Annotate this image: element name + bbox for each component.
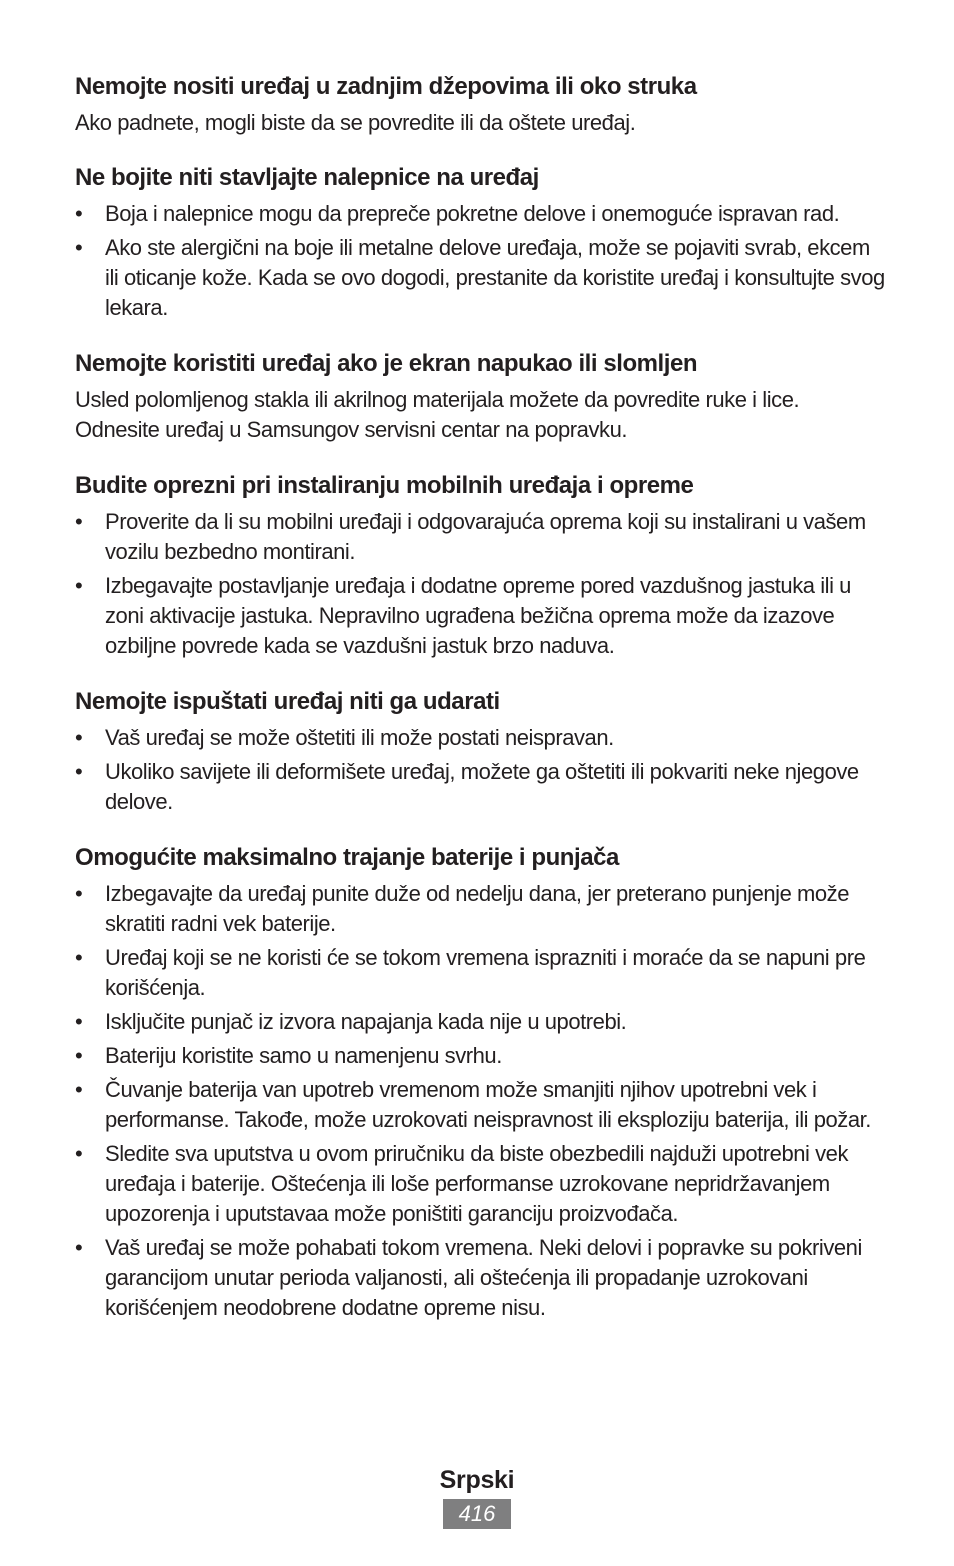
- list-item: [75, 1233, 885, 1323]
- section-heading: Ne bojite niti stavljajte nalepnice na uređaj: [75, 164, 539, 191]
- list-item-text: Boja i nalepnice mogu da prepreče pokretne delove i onemoguće ispravan rad.: [105, 201, 840, 226]
- list-item: [75, 199, 885, 229]
- section-heading: Omogućite maksimalno trajanje baterije i punjača: [75, 844, 619, 871]
- bullet-icon: •: [75, 725, 83, 750]
- list-item-text: Čuvanje baterija van upotreb vremenom može smanjiti njihov upotrebni vek i performanse. Takođe, može uzrokovati neispravnost ili eksploziju baterija, ili požar.: [105, 1077, 871, 1132]
- list-item-text: Sledite sva uputstva u ovom priručniku da biste obezbedili najduži upotrebni vek uređaja i baterije. Oštećenja ili loše performanse uzrokovane nepridržavanjem upozorenja i uputstavaa može poništiti garanciju proizvođača.: [105, 1141, 849, 1226]
- section-no-drop: [75, 687, 885, 817]
- section-heading: Nemojte koristiti uređaj ako je ekran napukao ili slomljen: [75, 350, 698, 377]
- section-cracked-screen: [75, 349, 885, 445]
- section-paragraph: Usled polomljenog stakla ili akrilnog materijala možete da povredite ruke i lice. Odnesite uređaj u Samsungov servisni centar na popravku.: [75, 387, 800, 442]
- list-item: [75, 1007, 885, 1037]
- bullet-icon: •: [75, 1077, 83, 1102]
- list-item-text: Ako ste alergični na boje ili metalne delove uređaja, može se pojaviti svrab, ekcem ili oticanje kože. Kada se ovo dogodi, prestanite da koristite uređaj i konsultujte svog lekara.: [105, 235, 885, 320]
- list-item: [75, 571, 885, 661]
- bullet-icon: •: [75, 881, 83, 906]
- list-item-text: Vaš uređaj se može oštetiti ili može postati neispravan.: [105, 725, 614, 750]
- section-battery-life: [75, 843, 885, 1323]
- bullet-icon: •: [75, 201, 83, 226]
- bullet-list: [75, 507, 885, 661]
- bullet-icon: •: [75, 1235, 83, 1260]
- footer-language-label: Srpski: [439, 1466, 515, 1494]
- list-item-text: Izbegavajte da uređaj punite duže od nedelju dana, jer preterano punjenje može skratiti radni vek baterije.: [105, 881, 850, 936]
- bullet-icon: •: [75, 573, 83, 598]
- bullet-icon: •: [75, 1009, 83, 1034]
- section-paragraph: Ako padnete, mogli biste da se povredite ili da oštete uređaj.: [75, 110, 636, 135]
- bullet-icon: •: [75, 235, 83, 260]
- list-item: [75, 233, 885, 323]
- list-item-text: Proverite da li su mobilni uređaji i odgovarajuća oprema koji su instalirani u vašem vozilu bezbedno montirani.: [105, 509, 866, 564]
- list-item-text: Bateriju koristite samo u namenjenu svrhu.: [105, 1043, 502, 1068]
- bullet-icon: •: [75, 945, 83, 970]
- bullet-icon: •: [75, 1141, 83, 1166]
- section-heading: Budite oprezni pri instaliranju mobilnih uređaja i opreme: [75, 472, 694, 499]
- list-item: [75, 757, 885, 817]
- section-no-back-pocket: [75, 72, 885, 138]
- list-item: [75, 1075, 885, 1135]
- list-item: [75, 1041, 885, 1071]
- list-item: [75, 507, 885, 567]
- section-no-paint-stickers: [75, 163, 885, 323]
- section-heading: Nemojte nositi uređaj u zadnjim džepovima ili oko struka: [75, 73, 697, 100]
- list-item-text: Isključite punjač iz izvora napajanja kada nije u upotrebi.: [105, 1009, 627, 1034]
- bullet-icon: •: [75, 1043, 83, 1068]
- section-vehicle-install: [75, 471, 885, 661]
- list-item-text: Ukoliko savijete ili deformišete uređaj, možete ga oštetiti ili pokvariti neke njegove delove.: [105, 759, 859, 814]
- list-item: [75, 879, 885, 939]
- page-footer: [0, 1463, 954, 1529]
- bullet-list: [75, 199, 885, 323]
- bullet-list: [75, 879, 885, 1323]
- list-item-text: Uređaj koji se ne koristi će se tokom vremena isprazniti i moraće da se napuni pre korišćenja.: [105, 945, 866, 1000]
- bullet-icon: •: [75, 509, 83, 534]
- section-heading: Nemojte ispuštati uređaj niti ga udarati: [75, 688, 500, 715]
- page-number-badge: 416: [443, 1499, 511, 1529]
- list-item-text: Vaš uređaj se može pohabati tokom vremena. Neki delovi i popravke su pokriveni garancijom unutar perioda valjanosti, ali oštećenja ili propadanje uzrokovani korišćenjem neodobrene dodatne opreme nisu.: [105, 1235, 862, 1320]
- list-item: [75, 723, 885, 753]
- document-body: [75, 72, 885, 1323]
- list-item: [75, 1139, 885, 1229]
- bullet-icon: •: [75, 759, 83, 784]
- bullet-list: [75, 723, 885, 817]
- list-item-text: Izbegavajte postavljanje uređaja i dodatne opreme pored vazdušnog jastuka ili u zoni aktivacije jastuka. Nepravilno ugrađena bežična oprema može da izazove ozbiljne povrede kada se vazdušni jastuk brzo naduva.: [105, 573, 851, 658]
- list-item: [75, 943, 885, 1003]
